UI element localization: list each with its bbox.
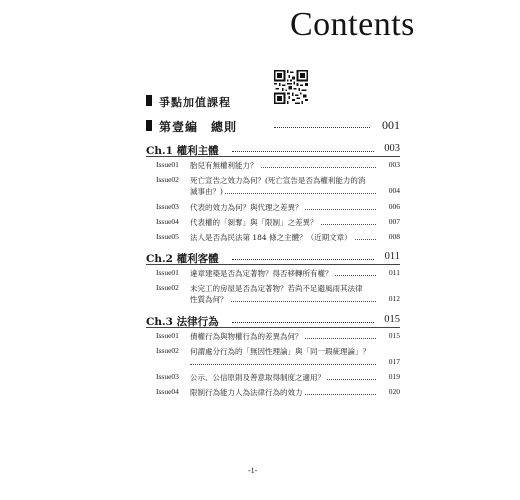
issue-page: 011 [389,268,400,277]
issue-page: 017 [388,357,400,366]
chapter-page: 011 [384,251,400,262]
issue-page: 007 [388,217,400,226]
issue-title: 法人是否為民法第 184 條之主體？（近期文章） [190,233,352,242]
issue-number: Issue01 [156,331,179,340]
part-label: 第壹編 總則 [159,120,238,134]
chapter-underline [146,156,400,157]
issue-number: Issue01 [156,160,179,169]
chapter-label: Ch.3 法律行為 [146,316,219,328]
issue-page: 012 [388,294,400,303]
chapter-underline [146,327,400,328]
toc-issue-row[interactable] [146,387,400,399]
issue-title: 違章建築是否為定著物？得否移轉所有權？ [190,269,333,278]
issue-number: Issue02 [156,346,179,355]
toc-chapter-row[interactable] [146,143,400,157]
issue-title: 何謂處分行為的「無因性理論」與「同一瑕疵理論」？ [190,347,370,356]
toc-issue-row[interactable] [146,346,400,370]
dot-leader [232,151,374,152]
toc-issue-row[interactable] [146,160,400,172]
chapter-page: 003 [384,143,400,154]
page-number: -1- [248,466,258,475]
issue-page: 020 [388,387,400,396]
chapter-underline [146,264,400,265]
chapter-page: 015 [384,314,400,325]
issue-page: 006 [388,202,400,211]
issue-title: 限制行為能力人為法律行為的效力 [190,388,303,397]
issue-page: 015 [388,331,400,340]
issue-title: 胎兒有無權利能力？ [190,161,258,170]
page-title: Contents [290,6,415,43]
issue-number: Issue03 [156,202,179,211]
issue-number: Issue02 [156,283,179,292]
toc-issue-row[interactable] [146,331,400,343]
toc-chapter-row[interactable] [146,251,400,265]
toc-issue-row[interactable] [146,175,400,199]
issue-page: 008 [388,232,400,241]
issue-number: Issue04 [156,217,179,226]
toc-issue-row[interactable] [146,217,400,229]
issue-page: 019 [388,372,400,381]
issue-title: 未完工的房屋是否為定著物？若尚不足避風雨其法律 [190,284,363,293]
toc-issue-row[interactable] [146,268,400,280]
chapter-label: Ch.1 權利主體 [146,145,219,157]
issue-number: Issue01 [156,268,179,277]
toc-issue-row[interactable] [146,202,400,214]
issue-page: 004 [388,186,400,195]
promo-heading: 爭點加值課程 [159,96,231,109]
issue-title: 公示、公信原則及善意取得制度之適用？ [190,373,325,382]
issue-number: Issue02 [156,175,179,184]
dot-leader [232,322,374,323]
issue-title: 債權行為與物權行為的差異為何？ [190,332,303,341]
dot-leader [274,127,370,128]
dot-leader [190,364,376,365]
issue-number: Issue03 [156,372,179,381]
part-page: 001 [382,118,400,132]
issue-title-continued: 滅事由？) [190,187,223,196]
toc-issue-row[interactable] [146,372,400,384]
issue-title: 代表的效力為何？與代理之差異？ [190,203,303,212]
chapter-label: Ch.2 權利客體 [146,253,219,265]
issue-title: 死亡宣告之效力為何？(死亡宣告是否為權利能力的消 [190,176,366,185]
toc-issue-row[interactable] [146,283,400,307]
toc-part-row[interactable] [146,118,400,134]
toc-chapter-row[interactable] [146,314,400,328]
section-bullet-icon [146,95,152,106]
toc-issue-row[interactable] [146,232,400,244]
issue-number: Issue05 [156,232,179,241]
issue-page: 003 [388,160,400,169]
issue-number: Issue04 [156,387,179,396]
qr-code-icon[interactable] [274,70,308,104]
dot-leader [232,259,374,260]
issue-title: 代表權的「剝奪」與「限制」之差異？ [190,218,318,227]
issue-title-continued: 性質為何？ [190,295,228,304]
